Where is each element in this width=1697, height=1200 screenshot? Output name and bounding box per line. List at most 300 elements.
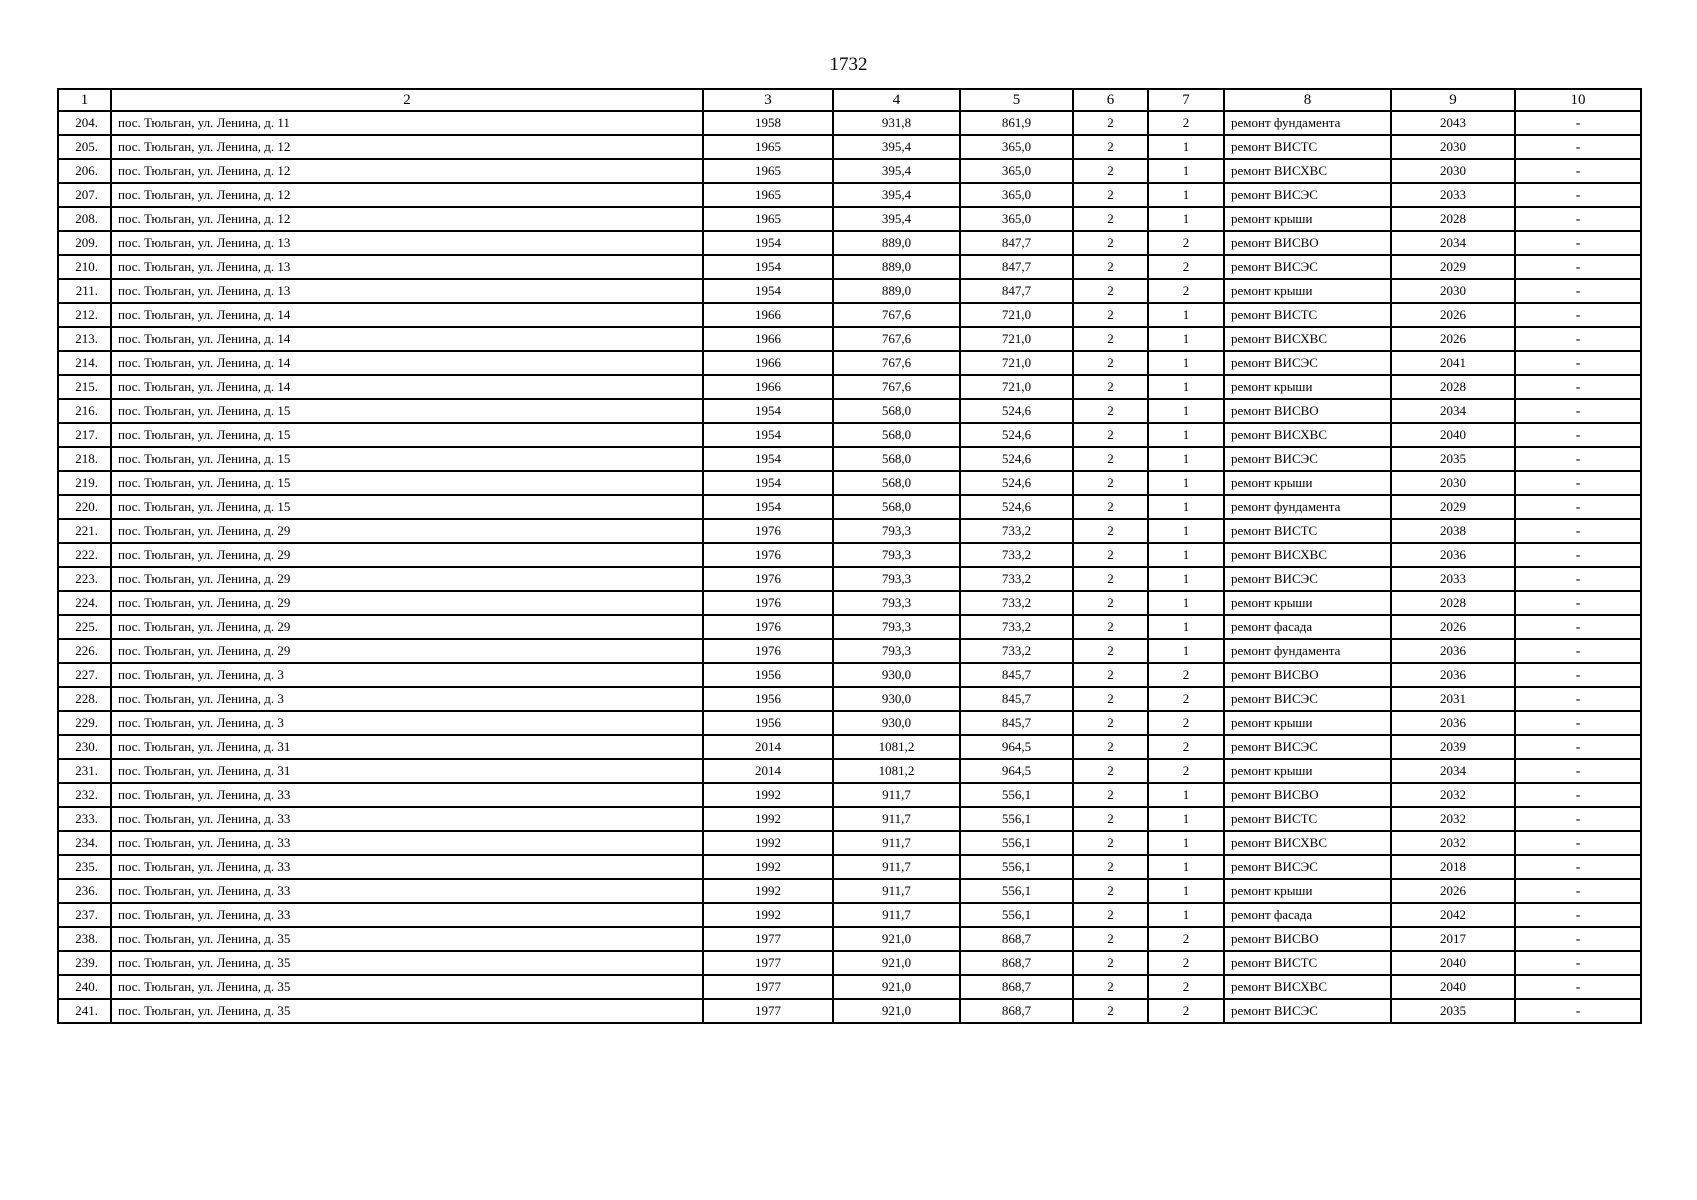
cell-work-type: ремонт крыши xyxy=(1224,879,1391,903)
cell-living-area: 845,7 xyxy=(960,711,1073,735)
cell-planned-year: 2026 xyxy=(1391,615,1515,639)
cell-note: - xyxy=(1515,591,1641,615)
cell-entrances: 1 xyxy=(1148,159,1224,183)
cell-row-number: 212. xyxy=(58,303,111,327)
cell-row-number: 210. xyxy=(58,255,111,279)
cell-note: - xyxy=(1515,519,1641,543)
table-row xyxy=(58,375,1641,399)
cell-living-area: 556,1 xyxy=(960,831,1073,855)
cell-entrances: 1 xyxy=(1148,183,1224,207)
cell-row-number: 214. xyxy=(58,351,111,375)
column-header-7: 7 xyxy=(1148,89,1224,111)
cell-total-area: 793,3 xyxy=(833,543,960,567)
cell-work-type: ремонт ВИСЭС xyxy=(1224,447,1391,471)
cell-address: пос. Тюльган, ул. Ленина, д. 29 xyxy=(111,519,703,543)
cell-living-area: 556,1 xyxy=(960,783,1073,807)
cell-entrances: 1 xyxy=(1148,351,1224,375)
cell-entrances: 1 xyxy=(1148,783,1224,807)
cell-year-built: 1965 xyxy=(703,207,833,231)
cell-work-type: ремонт ВИСХВС xyxy=(1224,543,1391,567)
cell-living-area: 861,9 xyxy=(960,111,1073,135)
cell-planned-year: 2040 xyxy=(1391,975,1515,999)
cell-address: пос. Тюльган, ул. Ленина, д. 35 xyxy=(111,999,703,1023)
cell-work-type: ремонт ВИСВО xyxy=(1224,783,1391,807)
table-row xyxy=(58,951,1641,975)
cell-entrances: 1 xyxy=(1148,399,1224,423)
cell-floors: 2 xyxy=(1073,855,1148,879)
cell-address: пос. Тюльган, ул. Ленина, д. 35 xyxy=(111,951,703,975)
table-row xyxy=(58,831,1641,855)
cell-total-area: 395,4 xyxy=(833,207,960,231)
cell-year-built: 1956 xyxy=(703,687,833,711)
cell-work-type: ремонт крыши xyxy=(1224,207,1391,231)
cell-total-area: 911,7 xyxy=(833,879,960,903)
cell-planned-year: 2034 xyxy=(1391,231,1515,255)
cell-year-built: 1977 xyxy=(703,975,833,999)
cell-entrances: 2 xyxy=(1148,759,1224,783)
cell-row-number: 235. xyxy=(58,855,111,879)
column-header-1: 1 xyxy=(58,89,111,111)
cell-planned-year: 2043 xyxy=(1391,111,1515,135)
cell-entrances: 1 xyxy=(1148,495,1224,519)
cell-floors: 2 xyxy=(1073,591,1148,615)
cell-address: пос. Тюльган, ул. Ленина, д. 14 xyxy=(111,351,703,375)
cell-living-area: 847,7 xyxy=(960,231,1073,255)
cell-row-number: 232. xyxy=(58,783,111,807)
cell-living-area: 733,2 xyxy=(960,567,1073,591)
cell-total-area: 1081,2 xyxy=(833,735,960,759)
cell-row-number: 230. xyxy=(58,735,111,759)
cell-note: - xyxy=(1515,231,1641,255)
cell-planned-year: 2036 xyxy=(1391,543,1515,567)
cell-entrances: 2 xyxy=(1148,999,1224,1023)
cell-total-area: 921,0 xyxy=(833,999,960,1023)
cell-work-type: ремонт ВИСЭС xyxy=(1224,183,1391,207)
cell-row-number: 227. xyxy=(58,663,111,687)
table-row xyxy=(58,807,1641,831)
cell-floors: 2 xyxy=(1073,279,1148,303)
cell-note: - xyxy=(1515,759,1641,783)
cell-floors: 2 xyxy=(1073,471,1148,495)
cell-entrances: 1 xyxy=(1148,543,1224,567)
cell-planned-year: 2040 xyxy=(1391,423,1515,447)
cell-planned-year: 2018 xyxy=(1391,855,1515,879)
cell-work-type: ремонт фундамента xyxy=(1224,495,1391,519)
cell-year-built: 1976 xyxy=(703,615,833,639)
cell-year-built: 1992 xyxy=(703,855,833,879)
cell-floors: 2 xyxy=(1073,183,1148,207)
table-row xyxy=(58,519,1641,543)
cell-note: - xyxy=(1515,807,1641,831)
cell-work-type: ремонт ВИСХВС xyxy=(1224,423,1391,447)
table-row xyxy=(58,183,1641,207)
cell-entrances: 2 xyxy=(1148,927,1224,951)
cell-year-built: 1966 xyxy=(703,375,833,399)
cell-entrances: 1 xyxy=(1148,447,1224,471)
cell-living-area: 721,0 xyxy=(960,351,1073,375)
cell-living-area: 845,7 xyxy=(960,663,1073,687)
cell-entrances: 2 xyxy=(1148,111,1224,135)
cell-work-type: ремонт ВИСЭС xyxy=(1224,687,1391,711)
cell-entrances: 1 xyxy=(1148,807,1224,831)
cell-total-area: 931,8 xyxy=(833,111,960,135)
cell-work-type: ремонт крыши xyxy=(1224,279,1391,303)
cell-work-type: ремонт ВИСХВС xyxy=(1224,975,1391,999)
cell-planned-year: 2035 xyxy=(1391,447,1515,471)
cell-living-area: 733,2 xyxy=(960,615,1073,639)
cell-address: пос. Тюльган, ул. Ленина, д. 12 xyxy=(111,135,703,159)
cell-work-type: ремонт крыши xyxy=(1224,591,1391,615)
cell-entrances: 2 xyxy=(1148,663,1224,687)
cell-floors: 2 xyxy=(1073,639,1148,663)
cell-planned-year: 2028 xyxy=(1391,375,1515,399)
cell-living-area: 365,0 xyxy=(960,135,1073,159)
cell-floors: 2 xyxy=(1073,111,1148,135)
cell-row-number: 220. xyxy=(58,495,111,519)
cell-living-area: 733,2 xyxy=(960,543,1073,567)
cell-note: - xyxy=(1515,543,1641,567)
cell-work-type: ремонт ВИСТС xyxy=(1224,951,1391,975)
cell-living-area: 365,0 xyxy=(960,159,1073,183)
cell-living-area: 556,1 xyxy=(960,807,1073,831)
cell-total-area: 568,0 xyxy=(833,399,960,423)
cell-year-built: 1954 xyxy=(703,231,833,255)
table-row xyxy=(58,327,1641,351)
cell-note: - xyxy=(1515,687,1641,711)
cell-planned-year: 2026 xyxy=(1391,879,1515,903)
cell-entrances: 1 xyxy=(1148,327,1224,351)
cell-floors: 2 xyxy=(1073,207,1148,231)
cell-planned-year: 2033 xyxy=(1391,183,1515,207)
cell-total-area: 793,3 xyxy=(833,639,960,663)
cell-living-area: 868,7 xyxy=(960,975,1073,999)
cell-planned-year: 2034 xyxy=(1391,759,1515,783)
cell-work-type: ремонт крыши xyxy=(1224,471,1391,495)
cell-work-type: ремонт фундамента xyxy=(1224,111,1391,135)
cell-living-area: 964,5 xyxy=(960,759,1073,783)
cell-note: - xyxy=(1515,279,1641,303)
cell-row-number: 204. xyxy=(58,111,111,135)
table-row xyxy=(58,735,1641,759)
cell-floors: 2 xyxy=(1073,495,1148,519)
cell-address: пос. Тюльган, ул. Ленина, д. 3 xyxy=(111,687,703,711)
cell-note: - xyxy=(1515,327,1641,351)
cell-year-built: 1956 xyxy=(703,711,833,735)
cell-address: пос. Тюльган, ул. Ленина, д. 15 xyxy=(111,423,703,447)
cell-address: пос. Тюльган, ул. Ленина, д. 33 xyxy=(111,783,703,807)
cell-year-built: 1954 xyxy=(703,255,833,279)
cell-planned-year: 2029 xyxy=(1391,495,1515,519)
cell-entrances: 1 xyxy=(1148,879,1224,903)
cell-work-type: ремонт ВИСЭС xyxy=(1224,735,1391,759)
cell-row-number: 241. xyxy=(58,999,111,1023)
cell-address: пос. Тюльган, ул. Ленина, д. 14 xyxy=(111,375,703,399)
cell-row-number: 229. xyxy=(58,711,111,735)
cell-year-built: 1977 xyxy=(703,999,833,1023)
table-row xyxy=(58,903,1641,927)
cell-floors: 2 xyxy=(1073,543,1148,567)
cell-address: пос. Тюльган, ул. Ленина, д. 12 xyxy=(111,207,703,231)
cell-row-number: 217. xyxy=(58,423,111,447)
cell-row-number: 209. xyxy=(58,231,111,255)
cell-living-area: 524,6 xyxy=(960,423,1073,447)
cell-entrances: 1 xyxy=(1148,303,1224,327)
cell-work-type: ремонт ВИСТС xyxy=(1224,135,1391,159)
cell-floors: 2 xyxy=(1073,303,1148,327)
cell-total-area: 793,3 xyxy=(833,615,960,639)
cell-row-number: 238. xyxy=(58,927,111,951)
cell-year-built: 1965 xyxy=(703,183,833,207)
cell-entrances: 2 xyxy=(1148,735,1224,759)
table-row xyxy=(58,279,1641,303)
cell-note: - xyxy=(1515,783,1641,807)
cell-work-type: ремонт ВИСТС xyxy=(1224,519,1391,543)
table-row xyxy=(58,159,1641,183)
cell-entrances: 2 xyxy=(1148,975,1224,999)
cell-work-type: ремонт крыши xyxy=(1224,711,1391,735)
cell-note: - xyxy=(1515,831,1641,855)
cell-planned-year: 2042 xyxy=(1391,903,1515,927)
cell-total-area: 767,6 xyxy=(833,375,960,399)
table-row xyxy=(58,879,1641,903)
cell-note: - xyxy=(1515,903,1641,927)
cell-planned-year: 2017 xyxy=(1391,927,1515,951)
cell-note: - xyxy=(1515,855,1641,879)
cell-total-area: 1081,2 xyxy=(833,759,960,783)
cell-work-type: ремонт ВИСВО xyxy=(1224,231,1391,255)
cell-floors: 2 xyxy=(1073,567,1148,591)
cell-note: - xyxy=(1515,375,1641,399)
cell-year-built: 1976 xyxy=(703,567,833,591)
cell-note: - xyxy=(1515,447,1641,471)
cell-living-area: 845,7 xyxy=(960,687,1073,711)
cell-row-number: 223. xyxy=(58,567,111,591)
cell-planned-year: 2028 xyxy=(1391,207,1515,231)
cell-living-area: 733,2 xyxy=(960,519,1073,543)
cell-floors: 2 xyxy=(1073,831,1148,855)
column-header-10: 10 xyxy=(1515,89,1641,111)
cell-planned-year: 2030 xyxy=(1391,471,1515,495)
cell-address: пос. Тюльган, ул. Ленина, д. 33 xyxy=(111,903,703,927)
cell-row-number: 206. xyxy=(58,159,111,183)
column-header-2: 2 xyxy=(111,89,703,111)
cell-living-area: 847,7 xyxy=(960,255,1073,279)
cell-note: - xyxy=(1515,495,1641,519)
cell-note: - xyxy=(1515,351,1641,375)
cell-year-built: 1992 xyxy=(703,783,833,807)
cell-note: - xyxy=(1515,423,1641,447)
cell-year-built: 1954 xyxy=(703,399,833,423)
table-row xyxy=(58,351,1641,375)
cell-floors: 2 xyxy=(1073,687,1148,711)
cell-work-type: ремонт фасада xyxy=(1224,615,1391,639)
cell-address: пос. Тюльган, ул. Ленина, д. 33 xyxy=(111,855,703,879)
table-row xyxy=(58,231,1641,255)
cell-total-area: 793,3 xyxy=(833,591,960,615)
cell-total-area: 889,0 xyxy=(833,255,960,279)
cell-total-area: 889,0 xyxy=(833,279,960,303)
cell-total-area: 930,0 xyxy=(833,687,960,711)
cell-row-number: 216. xyxy=(58,399,111,423)
cell-total-area: 921,0 xyxy=(833,975,960,999)
cell-entrances: 2 xyxy=(1148,687,1224,711)
cell-year-built: 2014 xyxy=(703,735,833,759)
cell-entrances: 1 xyxy=(1148,855,1224,879)
cell-planned-year: 2038 xyxy=(1391,519,1515,543)
table-row xyxy=(58,447,1641,471)
cell-row-number: 208. xyxy=(58,207,111,231)
cell-address: пос. Тюльган, ул. Ленина, д. 15 xyxy=(111,399,703,423)
cell-work-type: ремонт ВИСЭС xyxy=(1224,351,1391,375)
cell-row-number: 231. xyxy=(58,759,111,783)
cell-living-area: 721,0 xyxy=(960,375,1073,399)
cell-note: - xyxy=(1515,951,1641,975)
cell-floors: 2 xyxy=(1073,375,1148,399)
cell-year-built: 1954 xyxy=(703,471,833,495)
table-row xyxy=(58,615,1641,639)
cell-total-area: 889,0 xyxy=(833,231,960,255)
cell-living-area: 733,2 xyxy=(960,639,1073,663)
column-header-5: 5 xyxy=(960,89,1073,111)
cell-year-built: 1992 xyxy=(703,831,833,855)
cell-planned-year: 2026 xyxy=(1391,303,1515,327)
cell-planned-year: 2032 xyxy=(1391,807,1515,831)
cell-year-built: 1992 xyxy=(703,879,833,903)
table-row xyxy=(58,135,1641,159)
cell-year-built: 1965 xyxy=(703,135,833,159)
cell-row-number: 221. xyxy=(58,519,111,543)
table-row xyxy=(58,543,1641,567)
cell-total-area: 911,7 xyxy=(833,855,960,879)
cell-address: пос. Тюльган, ул. Ленина, д. 14 xyxy=(111,303,703,327)
cell-work-type: ремонт ВИСЭС xyxy=(1224,567,1391,591)
cell-note: - xyxy=(1515,999,1641,1023)
cell-address: пос. Тюльган, ул. Ленина, д. 33 xyxy=(111,879,703,903)
table-row xyxy=(58,495,1641,519)
cell-entrances: 1 xyxy=(1148,567,1224,591)
cell-entrances: 1 xyxy=(1148,375,1224,399)
cell-floors: 2 xyxy=(1073,351,1148,375)
cell-total-area: 911,7 xyxy=(833,783,960,807)
cell-floors: 2 xyxy=(1073,975,1148,999)
cell-floors: 2 xyxy=(1073,783,1148,807)
cell-living-area: 721,0 xyxy=(960,327,1073,351)
cell-work-type: ремонт фасада xyxy=(1224,903,1391,927)
cell-living-area: 847,7 xyxy=(960,279,1073,303)
cell-note: - xyxy=(1515,399,1641,423)
cell-row-number: 233. xyxy=(58,807,111,831)
cell-address: пос. Тюльган, ул. Ленина, д. 29 xyxy=(111,615,703,639)
cell-year-built: 1954 xyxy=(703,447,833,471)
cell-planned-year: 2031 xyxy=(1391,687,1515,711)
cell-living-area: 964,5 xyxy=(960,735,1073,759)
cell-entrances: 1 xyxy=(1148,207,1224,231)
cell-living-area: 556,1 xyxy=(960,879,1073,903)
cell-year-built: 1992 xyxy=(703,807,833,831)
cell-work-type: ремонт ВИСВО xyxy=(1224,663,1391,687)
cell-total-area: 911,7 xyxy=(833,807,960,831)
table-row xyxy=(58,591,1641,615)
cell-work-type: ремонт ВИСТС xyxy=(1224,303,1391,327)
cell-year-built: 1992 xyxy=(703,903,833,927)
cell-work-type: ремонт крыши xyxy=(1224,375,1391,399)
cell-address: пос. Тюльган, ул. Ленина, д. 29 xyxy=(111,591,703,615)
cell-floors: 2 xyxy=(1073,519,1148,543)
column-header-3: 3 xyxy=(703,89,833,111)
cell-work-type: ремонт крыши xyxy=(1224,759,1391,783)
cell-year-built: 1977 xyxy=(703,951,833,975)
cell-work-type: ремонт ВИСВО xyxy=(1224,399,1391,423)
cell-row-number: 211. xyxy=(58,279,111,303)
cell-floors: 2 xyxy=(1073,879,1148,903)
cell-row-number: 239. xyxy=(58,951,111,975)
cell-year-built: 1976 xyxy=(703,639,833,663)
cell-row-number: 226. xyxy=(58,639,111,663)
cell-floors: 2 xyxy=(1073,927,1148,951)
cell-entrances: 1 xyxy=(1148,639,1224,663)
cell-floors: 2 xyxy=(1073,615,1148,639)
cell-living-area: 556,1 xyxy=(960,855,1073,879)
cell-row-number: 228. xyxy=(58,687,111,711)
cell-address: пос. Тюльган, ул. Ленина, д. 15 xyxy=(111,447,703,471)
cell-entrances: 1 xyxy=(1148,831,1224,855)
cell-address: пос. Тюльган, ул. Ленина, д. 15 xyxy=(111,495,703,519)
cell-floors: 2 xyxy=(1073,663,1148,687)
cell-address: пос. Тюльган, ул. Ленина, д. 35 xyxy=(111,927,703,951)
cell-floors: 2 xyxy=(1073,711,1148,735)
table-row xyxy=(58,783,1641,807)
cell-note: - xyxy=(1515,639,1641,663)
cell-note: - xyxy=(1515,615,1641,639)
cell-floors: 2 xyxy=(1073,159,1148,183)
cell-floors: 2 xyxy=(1073,951,1148,975)
cell-total-area: 911,7 xyxy=(833,831,960,855)
cell-entrances: 2 xyxy=(1148,231,1224,255)
cell-floors: 2 xyxy=(1073,759,1148,783)
cell-row-number: 236. xyxy=(58,879,111,903)
cell-total-area: 930,0 xyxy=(833,663,960,687)
column-header-4: 4 xyxy=(833,89,960,111)
cell-planned-year: 2030 xyxy=(1391,279,1515,303)
cell-floors: 2 xyxy=(1073,999,1148,1023)
cell-year-built: 2014 xyxy=(703,759,833,783)
cell-note: - xyxy=(1515,927,1641,951)
cell-row-number: 237. xyxy=(58,903,111,927)
cell-year-built: 1976 xyxy=(703,591,833,615)
cell-address: пос. Тюльган, ул. Ленина, д. 11 xyxy=(111,111,703,135)
cell-entrances: 2 xyxy=(1148,951,1224,975)
table-row xyxy=(58,207,1641,231)
cell-total-area: 395,4 xyxy=(833,183,960,207)
cell-note: - xyxy=(1515,255,1641,279)
cell-living-area: 721,0 xyxy=(960,303,1073,327)
cell-row-number: 224. xyxy=(58,591,111,615)
cell-note: - xyxy=(1515,735,1641,759)
cell-floors: 2 xyxy=(1073,231,1148,255)
cell-total-area: 568,0 xyxy=(833,471,960,495)
cell-year-built: 1954 xyxy=(703,423,833,447)
cell-planned-year: 2032 xyxy=(1391,831,1515,855)
cell-total-area: 921,0 xyxy=(833,927,960,951)
cell-floors: 2 xyxy=(1073,255,1148,279)
cell-total-area: 568,0 xyxy=(833,447,960,471)
cell-total-area: 911,7 xyxy=(833,903,960,927)
cell-work-type: ремонт ВИСХВС xyxy=(1224,831,1391,855)
cell-address: пос. Тюльган, ул. Ленина, д. 12 xyxy=(111,183,703,207)
cell-row-number: 219. xyxy=(58,471,111,495)
cell-total-area: 767,6 xyxy=(833,351,960,375)
cell-planned-year: 2030 xyxy=(1391,159,1515,183)
